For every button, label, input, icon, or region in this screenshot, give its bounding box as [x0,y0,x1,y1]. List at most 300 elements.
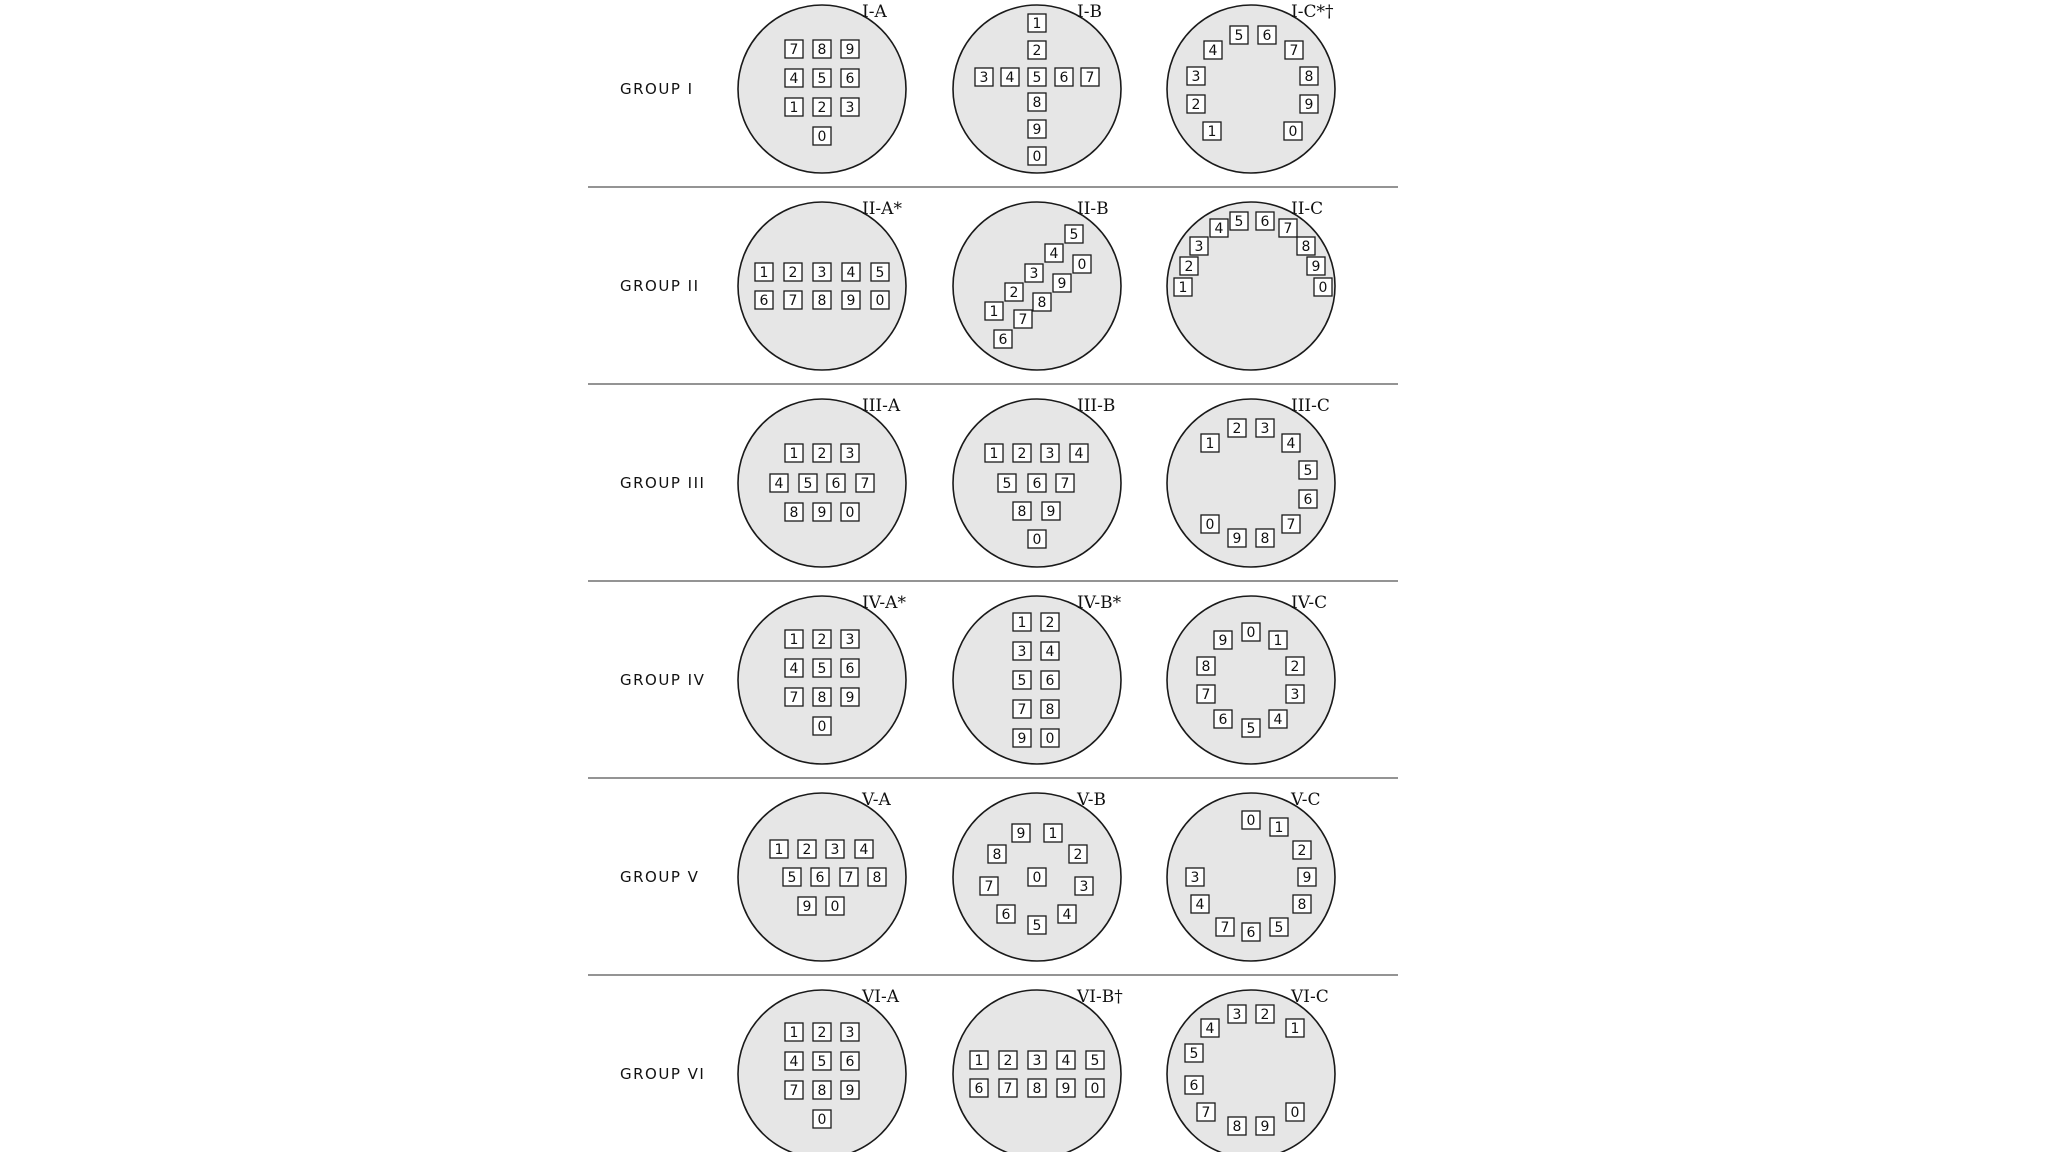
panel-label: V-C [1291,790,1321,810]
key-7 [785,688,803,706]
key-digit: 2 [802,842,812,858]
key-9 [1307,257,1325,275]
key-digit: 6 [974,1081,984,1097]
key-digit: 0 [830,899,840,915]
key-7 [785,1081,803,1099]
key-2 [1187,95,1205,113]
key-digit: 8 [1260,531,1270,547]
key-digit: 5 [1017,673,1027,689]
key-1 [1174,278,1192,296]
keypad-face [953,990,1121,1152]
key-5 [1065,225,1083,243]
key-digit: 0 [1032,870,1042,886]
key-digit: 4 [789,661,799,677]
key-digit: 2 [817,446,827,462]
key-digit: 6 [831,476,841,492]
key-digit: 6 [1189,1078,1199,1094]
key-8 [785,503,803,521]
key-digit: 4 [1045,644,1055,660]
key-7 [785,40,803,58]
key-1 [785,1023,803,1041]
key-0 [813,1110,831,1128]
key-digit: 7 [984,879,994,895]
key-9 [813,503,831,521]
key-3 [1025,264,1043,282]
key-digit: 2 [1297,843,1307,859]
key-digit: 0 [1077,257,1087,273]
panel-label: IV-A* [862,593,906,613]
key-digit: 7 [789,690,799,706]
key-digit: 1 [989,304,999,320]
key-digit: 1 [789,100,799,116]
keypad-panel [738,593,906,764]
key-digit: 8 [1037,295,1047,311]
key-4 [842,263,860,281]
key-4 [855,840,873,858]
key-2 [1013,444,1031,462]
key-6 [841,69,859,87]
key-digit: 5 [817,661,827,677]
key-digit: 8 [1045,702,1055,718]
key-digit: 9 [1302,870,1312,886]
key-6 [1185,1076,1203,1094]
key-6 [1028,474,1046,492]
key-1 [1028,14,1046,32]
key-0 [1041,729,1059,747]
key-digit: 2 [1017,446,1027,462]
key-digit: 0 [1246,813,1256,829]
panel-label: I-B [1077,2,1102,22]
key-digit: 3 [1045,446,1055,462]
key-digit: 4 [1074,446,1084,462]
key-digit: 0 [817,719,827,735]
key-4 [1210,219,1228,237]
key-5 [1230,212,1248,230]
key-5 [1230,26,1248,44]
key-8 [813,291,831,309]
key-6 [1258,26,1276,44]
key-3 [1286,685,1304,703]
keypad-panel [738,987,906,1152]
panel-label: II-C [1291,199,1324,219]
key-6 [1041,671,1059,689]
key-0 [1028,147,1046,165]
keypad-panel [1167,987,1335,1152]
key-0 [1242,623,1260,641]
group-label: GROUP V [620,868,700,886]
key-7 [1056,474,1074,492]
key-digit: 9 [845,42,855,58]
key-digit: 8 [1017,504,1027,520]
key-digit: 3 [1191,69,1201,85]
key-digit: 6 [1246,925,1256,941]
key-4 [1282,434,1300,452]
key-7 [1216,918,1234,936]
key-3 [1013,642,1031,660]
key-6 [1242,923,1260,941]
key-0 [871,291,889,309]
key-digit: 5 [1032,918,1042,934]
key-digit: 0 [1246,625,1256,641]
key-digit: 9 [1032,122,1042,138]
key-digit: 7 [1060,476,1070,492]
key-digit: 9 [817,505,827,521]
keypad-panel [953,2,1121,173]
key-7 [1285,41,1303,59]
key-digit: 7 [1085,70,1095,86]
key-digit: 2 [817,100,827,116]
panel-label: V-B [1077,790,1106,810]
key-2 [1041,613,1059,631]
key-1 [785,444,803,462]
key-digit: 6 [1032,476,1042,492]
key-digit: 3 [1079,879,1089,895]
key-9 [841,1081,859,1099]
key-digit: 9 [1061,1081,1071,1097]
key-4 [1041,642,1059,660]
key-9 [798,897,816,915]
key-digit: 2 [1232,421,1242,437]
panel-label: I-C*† [1291,2,1334,22]
key-6 [755,291,773,309]
key-3 [1186,868,1204,886]
key-6 [1214,710,1232,728]
key-3 [1228,1005,1246,1023]
key-1 [1269,631,1287,649]
key-digit: 5 [875,265,885,281]
key-2 [1069,845,1087,863]
key-6 [811,868,829,886]
key-6 [1055,68,1073,86]
key-7 [1014,310,1032,328]
key-digit: 6 [1260,214,1270,230]
key-digit: 5 [1234,214,1244,230]
keypad-face [953,596,1121,764]
key-digit: 8 [789,505,799,521]
key-digit: 4 [1273,712,1283,728]
key-7 [1282,515,1300,533]
key-2 [813,630,831,648]
key-5 [998,474,1016,492]
key-digit: 4 [774,476,784,492]
key-digit: 4 [859,842,869,858]
key-1 [1013,613,1031,631]
key-2 [1256,1005,1274,1023]
key-digit: 7 [789,42,799,58]
key-digit: 1 [1207,124,1217,140]
group-label: GROUP II [620,277,700,295]
key-9 [1228,529,1246,547]
key-9 [1298,868,1316,886]
keypad-face [738,596,906,764]
key-2 [813,444,831,462]
key-digit: 0 [1090,1081,1100,1097]
key-digit: 7 [1283,221,1293,237]
key-5 [783,868,801,886]
key-9 [842,291,860,309]
key-digit: 9 [1232,531,1242,547]
panel-label: II-B [1077,199,1109,219]
key-8 [868,868,886,886]
key-digit: 4 [1062,907,1072,923]
key-2 [784,263,802,281]
key-7 [1279,219,1297,237]
key-digit: 3 [817,265,827,281]
key-digit: 5 [1090,1053,1100,1069]
key-digit: 1 [1032,16,1042,32]
key-1 [970,1051,988,1069]
key-digit: 5 [1032,70,1042,86]
key-digit: 3 [845,100,855,116]
keypad-face [1167,990,1335,1152]
key-digit: 2 [1184,259,1194,275]
key-digit: 7 [789,1083,799,1099]
key-digit: 5 [787,870,797,886]
key-digit: 8 [1032,95,1042,111]
key-1 [785,98,803,116]
key-digit: 6 [1045,673,1055,689]
keypad-face [1167,399,1335,567]
key-7 [980,877,998,895]
key-digit: 0 [1045,731,1055,747]
key-digit: 9 [1016,826,1026,842]
key-5 [1028,68,1046,86]
key-digit: 7 [788,293,798,309]
key-digit: 5 [1246,721,1256,737]
key-0 [1314,278,1332,296]
key-3 [1041,444,1059,462]
panel-label: I-A [862,2,887,22]
key-8 [1256,529,1274,547]
key-digit: 1 [759,265,769,281]
key-9 [1053,274,1071,292]
key-digit: 3 [1232,1007,1242,1023]
key-6 [1299,490,1317,508]
key-digit: 0 [1318,280,1328,296]
key-8 [1033,293,1051,311]
key-3 [841,444,859,462]
key-digit: 4 [1208,43,1218,59]
key-digit: 6 [845,71,855,87]
key-8 [813,688,831,706]
key-digit: 1 [774,842,784,858]
key-7 [1197,1103,1215,1121]
key-digit: 4 [789,71,799,87]
key-digit: 0 [875,293,885,309]
key-5 [1242,719,1260,737]
key-7 [840,868,858,886]
key-0 [1086,1079,1104,1097]
keypad-panel [953,593,1122,764]
key-digit: 4 [789,1054,799,1070]
keypad-face [1167,596,1335,764]
key-digit: 8 [1304,69,1314,85]
key-3 [1187,67,1205,85]
key-digit: 9 [1046,504,1056,520]
key-2 [1005,283,1023,301]
key-4 [1269,710,1287,728]
key-0 [813,717,831,735]
key-6 [827,474,845,492]
keypad-face [738,399,906,567]
key-digit: 5 [817,1054,827,1070]
key-digit: 9 [846,293,856,309]
key-digit: 0 [1290,1105,1300,1121]
key-digit: 8 [1232,1119,1242,1135]
key-7 [1013,700,1031,718]
key-digit: 1 [789,1025,799,1041]
key-2 [1028,41,1046,59]
key-8 [813,1081,831,1099]
key-digit: 2 [817,1025,827,1041]
key-4 [1201,1019,1219,1037]
key-2 [798,840,816,858]
key-0 [1028,530,1046,548]
key-1 [770,840,788,858]
key-1 [985,302,1003,320]
key-digit: 1 [1205,436,1215,452]
key-1 [1044,824,1062,842]
key-1 [1270,818,1288,836]
key-digit: 8 [1301,239,1311,255]
keypad-panel [1167,2,1335,173]
key-3 [813,263,831,281]
key-digit: 0 [1205,517,1215,533]
key-8 [813,40,831,58]
key-digit: 1 [1178,280,1188,296]
key-0 [1028,868,1046,886]
key-0 [813,127,831,145]
key-3 [841,98,859,116]
key-6 [841,1052,859,1070]
key-6 [841,659,859,677]
key-digit: 3 [1190,870,1200,886]
key-digit: 9 [1311,259,1321,275]
key-7 [856,474,874,492]
key-digit: 9 [845,1083,855,1099]
key-9 [1013,729,1031,747]
key-digit: 8 [1297,897,1307,913]
panel-label: II-A* [862,199,902,219]
key-digit: 4 [1286,436,1296,452]
keypad-panel [1167,790,1335,961]
key-0 [1284,122,1302,140]
key-digit: 3 [845,632,855,648]
key-4 [1057,1051,1075,1069]
key-9 [1300,95,1318,113]
key-5 [1086,1051,1104,1069]
key-2 [1228,419,1246,437]
key-digit: 2 [1290,659,1300,675]
key-digit: 5 [1189,1046,1199,1062]
key-digit: 7 [1289,43,1299,59]
key-9 [841,688,859,706]
key-digit: 8 [872,870,882,886]
key-0 [1286,1103,1304,1121]
key-digit: 2 [1009,285,1019,301]
key-3 [1028,1051,1046,1069]
key-0 [841,503,859,521]
panel-label: III-A [862,396,901,416]
key-3 [841,630,859,648]
key-6 [994,330,1012,348]
key-digit: 1 [1273,633,1283,649]
key-9 [1057,1079,1075,1097]
key-digit: 6 [1218,712,1228,728]
key-digit: 5 [803,476,813,492]
key-digit: 8 [1032,1081,1042,1097]
key-5 [1270,918,1288,936]
key-digit: 2 [1073,847,1083,863]
key-2 [1293,841,1311,859]
key-3 [841,1023,859,1041]
key-4 [1001,68,1019,86]
keypad-panel [738,199,906,370]
key-6 [1256,212,1274,230]
keypad-panel [953,199,1121,370]
key-digit: 7 [1201,1105,1211,1121]
key-digit: 3 [1194,239,1204,255]
key-digit: 4 [1205,1021,1215,1037]
key-digit: 6 [1001,907,1011,923]
key-digit: 7 [844,870,854,886]
key-9 [841,40,859,58]
key-digit: 3 [845,1025,855,1041]
key-digit: 0 [1032,149,1042,165]
key-3 [1075,877,1093,895]
key-digit: 0 [1288,124,1298,140]
key-digit: 5 [1274,920,1284,936]
key-9 [1012,824,1030,842]
key-digit: 8 [992,847,1002,863]
key-9 [1042,502,1060,520]
key-5 [813,659,831,677]
key-digit: 1 [1017,615,1027,631]
key-digit: 7 [1003,1081,1013,1097]
key-4 [1070,444,1088,462]
key-digit: 3 [1017,644,1027,660]
key-digit: 2 [817,632,827,648]
key-4 [1045,244,1063,262]
key-digit: 6 [1303,492,1313,508]
key-digit: 3 [979,70,989,86]
key-digit: 0 [817,1112,827,1128]
key-5 [1013,671,1031,689]
key-digit: 2 [1260,1007,1270,1023]
key-digit: 1 [789,632,799,648]
key-0 [1201,515,1219,533]
key-digit: 6 [998,332,1008,348]
key-digit: 2 [1191,97,1201,113]
keypad-panel [1167,199,1335,370]
keypad-panel [953,396,1121,567]
key-7 [999,1079,1017,1097]
key-digit: 5 [1303,463,1313,479]
key-5 [1299,461,1317,479]
key-8 [1197,657,1215,675]
key-1 [1203,122,1221,140]
key-6 [997,905,1015,923]
key-9 [1028,120,1046,138]
key-digit: 9 [1260,1119,1270,1135]
key-3 [1256,419,1274,437]
key-7 [1081,68,1099,86]
key-digit: 6 [815,870,825,886]
key-digit: 4 [1049,246,1059,262]
keypad-panel [738,396,906,567]
key-digit: 1 [989,446,999,462]
key-digit: 6 [845,661,855,677]
